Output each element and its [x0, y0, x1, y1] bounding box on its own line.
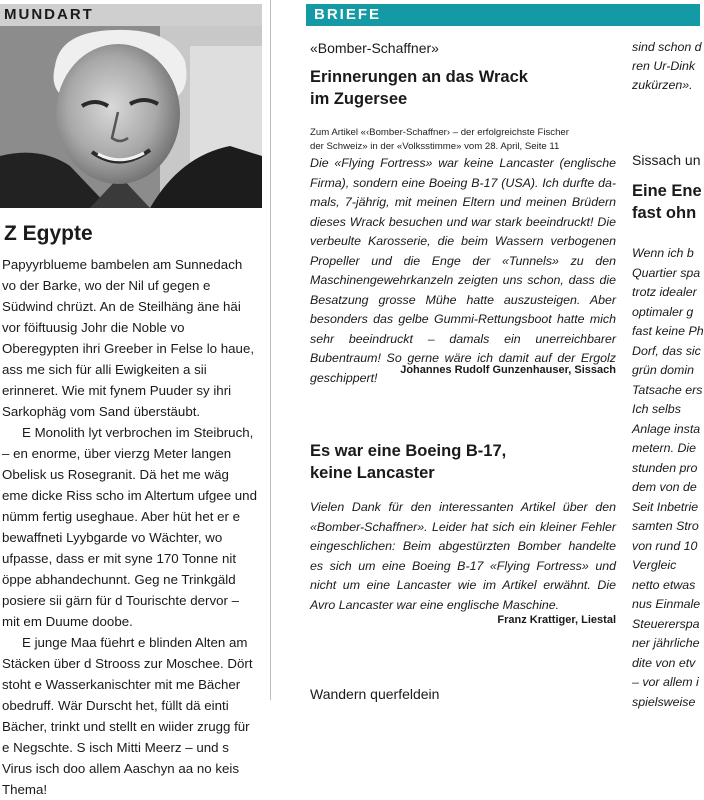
clipped-body-line: grün domin [632, 363, 694, 377]
clipped-body-line: dite von etv [632, 655, 696, 670]
clipped-headline-line: fast ohn [632, 204, 697, 222]
letter-1-signature: Johannes Rudolf Gunzenhauser, Sissach [400, 364, 616, 376]
clipped-body-line: Dorf, das sic [632, 343, 701, 358]
mundart-paragraph-1: Papyyrblueme bambelen am Sunnedach vo der Barke, wo der Nil uf gegen e Südwind chrüzt. An de Steilhäng äne häi vor föiftuusig Johr die Noble vo Oberegypten ihri Greeber in Felse lo haue, ass me sich für alli Ewigkeiten a sii erinneret. Wie mit fynem Puuder sy ihri Sarkophäg vom Sand überstäubt. [2, 257, 255, 419]
letter-2-signature: Franz Krattiger, Liestal [497, 614, 616, 626]
letter-1-reference [310, 126, 610, 154]
letter-1-headline-line-2: im Zugersee [310, 90, 408, 108]
letter-1-headline-line-1: Erinnerungen an das Wrack [310, 68, 528, 86]
clipped-body-line: spielsweise [632, 694, 696, 709]
clipped-body-line: fast keine Ph [632, 324, 704, 338]
clipped-body-line: samten Stro [632, 519, 699, 533]
clipped-body-line: netto etwas [632, 577, 696, 592]
mundart-paragraph-3: E junge Maa füehrt e blinden Alten am Stäcken über d Strooss zur Moschee. Dört stoht e Wasserkanischter mit me Bächer obedruff. Wär Durscht het, füllt dä einti Bächer, trinkt und stellt en wiider zrugg für e Negschte. S isch Mitti Meerz – und s Virus isch doo allem Aaschyn aa no keis Thema! [2, 635, 253, 797]
letter-1-reference-line-2: der Schweiz» in der «Volksstimme» vom 28. April, Seite 11 [310, 141, 560, 152]
clipped-body-line: Vergleic [632, 558, 677, 572]
letter-2-headline [310, 440, 506, 484]
clipped-body-line: Tatsache ers [632, 382, 703, 397]
clipped-body-line: ner jährliche [632, 636, 700, 650]
mundart-paragraph-2: E Monolith lyt verbrochen im Steibruch, – en enorme, über vierzg Meter langen Obelisk us Rosegranit. Dä het me wäg eme dicke Riss scho im Altertum ufgee und nümm fertig useghaue. Aber hüt het er e bewaffneti Lyybgarde vo Wächter, wo ufpasse, dass er mit syne 170 Tonne nit öppe abhandechunnt. Geg ne Trinkgäld posiere sii gärn für d Tourischte dervor – mit em Duume doobe. [2, 425, 257, 629]
author-portrait [0, 26, 262, 208]
clipped-line: ren Ur-Dink [632, 59, 696, 73]
letter-2-headline-line-1: Es war eine Boeing B-17, [310, 442, 507, 460]
next-letter-kicker: Wandern querfeldein [310, 686, 440, 702]
clipped-body-line: Steuererspa [632, 616, 700, 631]
clipped-line: zukürzen». [632, 78, 693, 92]
clipped-body-line: metern. Die [632, 441, 697, 455]
clipped-body-line: Anlage insta [632, 421, 701, 436]
clipped-body-line: Wenn ich b [632, 246, 694, 260]
letters-column [310, 30, 616, 700]
letter-1-body: Die «Flying Fortress» war keine Lancaster (englische Firma), sondern eine Boeing B-17 (USA). Ich durfte damals, 7-jährig, mit meinen Eltern und meinen Brüdern dieses Wrack besuchen und war stark beeindruckt! Die verbeulte Karosserie, die beim Wassern verbogenen Propeller und die Enge der «Tunnels» zu den Maschinengewehrkanzeln zeigten uns schon, dass die Besatzung grosse Mühe hatte auszusteigen. Aber besonders das gelbe Gummi-Rettungsboot hatte mich sehr beeindruckt – damals ein unerreichbarer Bubentraum! So gerne wäre ich damit auf der Ergolz geschippert! [310, 156, 616, 385]
letters-kicker: «Bomber-Schaffner» [310, 40, 439, 56]
clipped-letters-column [632, 30, 704, 709]
column-divider [270, 0, 271, 700]
clipped-body-line: stunden pro [632, 460, 698, 475]
clipped-headline-line: Eine Ene [632, 182, 702, 200]
mundart-section-header: MUNDART [0, 4, 262, 26]
clipped-body-line: optimaler g [632, 304, 694, 319]
briefe-section-header: BRIEFE [306, 4, 700, 26]
letter-1-reference-line-1: Zum Artikel «‹Bomber-Schaffner› – der erfolgreichste Fischer [310, 127, 569, 138]
clipped-body-line: Ich selbs [632, 402, 681, 416]
clipped-body-line: trotz idealer [632, 285, 697, 299]
clipped-body-line: von rund 10 [632, 538, 698, 553]
letter-2-body: Vielen Dank für den interessanten Artikel über den «Bomber-Schaffner». Leider hat sich ein kleiner Fehler eingeschlichen: Beim abgestürzten Bomber handelte es sich um eine Boeing B-17 «Flying Fortress» und nicht um eine Lancaster wie im Artikel erwähnt. Die Avro Lancaster war eine englische Maschine. [310, 500, 616, 612]
author-portrait-image [0, 26, 262, 208]
clipped-kicker: Sissach un [632, 152, 701, 168]
clipped-body-line: – vor allem i [632, 675, 699, 689]
mundart-column [0, 0, 264, 797]
clipped-body-line: nus Einmale [632, 597, 701, 611]
letter-2-headline-line-2: keine Lancaster [310, 464, 435, 482]
clipped-body-line: Quartier spa [632, 265, 701, 280]
letter-1-headline [310, 66, 528, 110]
mundart-article-body [2, 254, 258, 800]
clipped-body-line: dem von de [632, 480, 697, 494]
clipped-body-line: Seit Inbetrie [632, 499, 699, 514]
mundart-title: Z Egypte [4, 222, 93, 245]
clipped-line: sind schon d [632, 40, 702, 54]
